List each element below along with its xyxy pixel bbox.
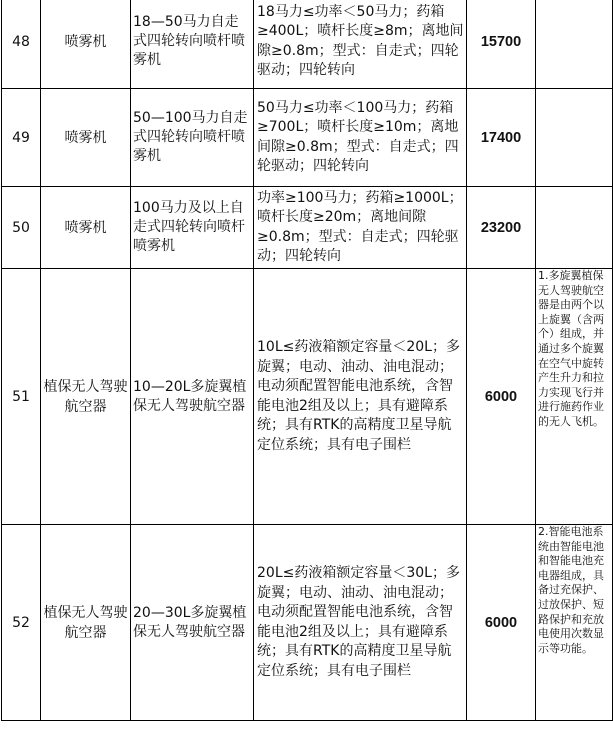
subsidy-amount: 15700 bbox=[467, 0, 536, 89]
row-number: 48 bbox=[2, 0, 41, 89]
table-row bbox=[2, 269, 613, 525]
item-category: 10—20L多旋翼植保无人驾驶航空器 bbox=[131, 269, 254, 525]
item-note bbox=[536, 187, 613, 269]
item-spec: 50马力≤功率＜100马力；药箱≥700L；喷杆长度≥10m；离地间隙≥0.8m；型式：自走式；四轮驱动；四轮转向 bbox=[254, 89, 467, 187]
subsidy-amount: 6000 bbox=[467, 269, 536, 525]
item-name: 喷雾机 bbox=[41, 0, 131, 89]
row-number: 49 bbox=[2, 89, 41, 187]
row-number: 52 bbox=[2, 525, 41, 721]
item-note bbox=[536, 89, 613, 187]
table-row bbox=[2, 187, 613, 269]
item-name: 喷雾机 bbox=[41, 89, 131, 187]
item-spec: 10L≤药液箱额定容量＜20L；多旋翼；电动、油动、油电混动；电动须配置智能电池系统，含智能电池2组及以上；具有避障系统；具有RTK的高精度卫星导航定位系统；具有电子围栏 bbox=[254, 269, 467, 525]
row-number: 50 bbox=[2, 187, 41, 269]
item-category: 18—50马力自走式四轮转向喷杆喷雾机 bbox=[131, 0, 254, 89]
item-note bbox=[536, 0, 613, 89]
item-category: 100马力及以上自走式四轮转向喷杆喷雾机 bbox=[131, 187, 254, 269]
table-row bbox=[2, 525, 613, 721]
item-note: 1.多旋翼植保无人驾驶航空器是由两个以上旋翼（含两个）组成，并通过多个旋翼在空气中旋转产生升力和拉力实现飞行并进行施药作业的无人飞机。 bbox=[536, 269, 613, 525]
subsidy-amount: 23200 bbox=[467, 187, 536, 269]
item-category: 50—100马力自走式四轮转向喷杆喷雾机 bbox=[131, 89, 254, 187]
item-name: 喷雾机 bbox=[41, 187, 131, 269]
item-spec: 20L≤药液箱额定容量＜30L；多旋翼；电动、油动、油电混动；电动须配置智能电池系统，含智能电池2组及以上；具有避障系统；具有RTK的高精度卫星导航定位系统；具有电子围栏 bbox=[254, 525, 467, 721]
subsidy-amount: 17400 bbox=[467, 89, 536, 187]
item-category: 20—30L多旋翼植保无人驾驶航空器 bbox=[131, 525, 254, 721]
item-note: 2.智能电池系统由智能电池和智能电池充电器组成，具备过充保护、过放保护、短路保护和充放电使用次数显示等功能。 bbox=[536, 525, 613, 721]
row-number: 51 bbox=[2, 269, 41, 525]
table-row bbox=[2, 0, 613, 89]
item-name: 植保无人驾驶航空器 bbox=[41, 269, 131, 525]
item-spec: 18马力≤功率＜50马力；药箱≥400L；喷杆长度≥8m；离地间隙≥0.8m；型式：自走式；四轮驱动；四轮转向 bbox=[254, 0, 467, 89]
item-name: 植保无人驾驶航空器 bbox=[41, 525, 131, 721]
subsidy-amount: 6000 bbox=[467, 525, 536, 721]
item-spec: 功率≥100马力；药箱≥1000L；喷杆长度≥20m；离地间隙≥0.8m；型式：自走式；四轮驱动；四轮转向 bbox=[254, 187, 467, 269]
subsidy-table bbox=[1, 0, 613, 721]
table-row bbox=[2, 89, 613, 187]
